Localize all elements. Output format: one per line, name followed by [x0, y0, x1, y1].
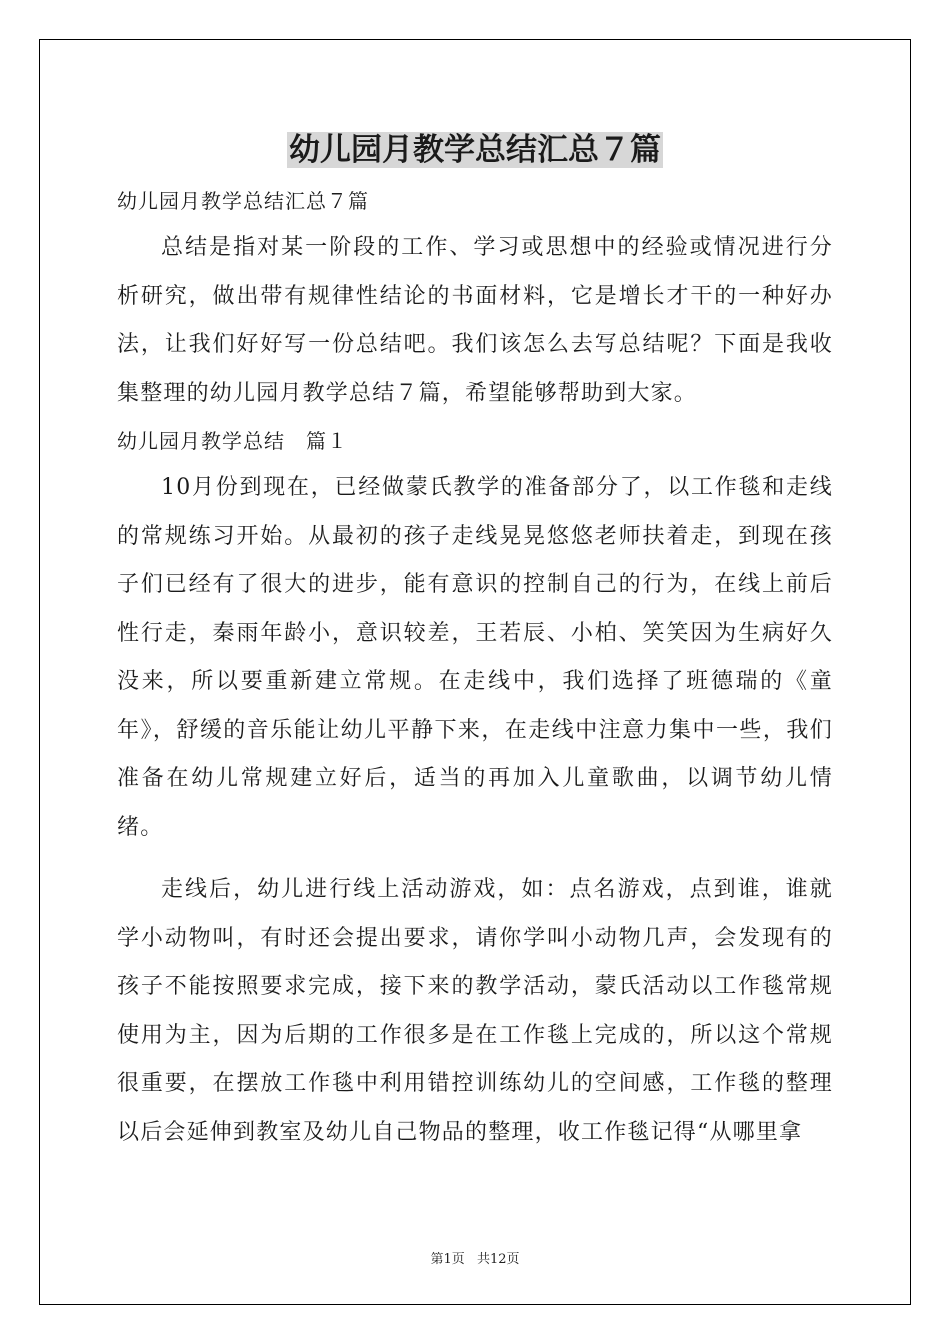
intro-paragraph: 总结是指对某一阶段的工作、学习或思想中的经验或情况进行分析研究，做出带有规律性结论的书面材料，它是增长才干的一种好办法，让我们好好写一份总结吧。我们该怎么去写总结呢？下面是我收集整理的幼儿园月教学总结７篇，希望能够帮助到大家。 — [117, 235, 833, 406]
page-total: 共12页 — [476, 1252, 520, 1267]
body-paragraph-1: 10月份到现在，已经做蒙氏教学的准备部分了，以工作毯和走线的常规练习开始。从最初的孩子走线晃晃悠悠老师扶着走，到现在孩子们已经有了很大的进步，能有意识的控制自己的行为，在线上前后性行走，秦雨年龄小，意识较差，王若辰、小柏、笑笑因为生病好久没来，所以要重新建立常规。在走线中，我们选择了班德瑞的《童年》，舒缓的音乐能让幼儿平静下来，在走线中注意力集中一些，我们准备在幼儿常规建立好后，适当的再加入儿童歌曲，以调节幼儿情绪。 — [117, 475, 833, 840]
document-title-text: 幼儿园月教学总结汇总７篇 — [289, 132, 661, 168]
document-title — [0, 124, 950, 176]
document-subtitle: 幼儿园月教学总结汇总７篇 — [117, 189, 369, 213]
page-footer — [0, 1248, 950, 1267]
page-number: 第1页 — [430, 1252, 465, 1267]
section-heading: 幼儿园月教学总结 篇１ — [117, 429, 348, 453]
document-body — [117, 178, 833, 1157]
body-paragraph-2: 走线后，幼儿进行线上活动游戏，如：点名游戏，点到谁，谁就学小动物叫，有时还会提出要求，请你学叫小动物几声，会发现有的孩子不能按照要求完成，接下来的教学活动，蒙氏活动以工作毯常规使用为主，因为后期的工作很多是在工作毯上完成的，所以这个常规很重要，在摆放工作毯中利用错控训练幼儿的空间感，工作毯的整理以后会延伸到教室及幼儿自己物品的整理，收工作毯记得“从哪里拿 — [117, 877, 833, 1145]
